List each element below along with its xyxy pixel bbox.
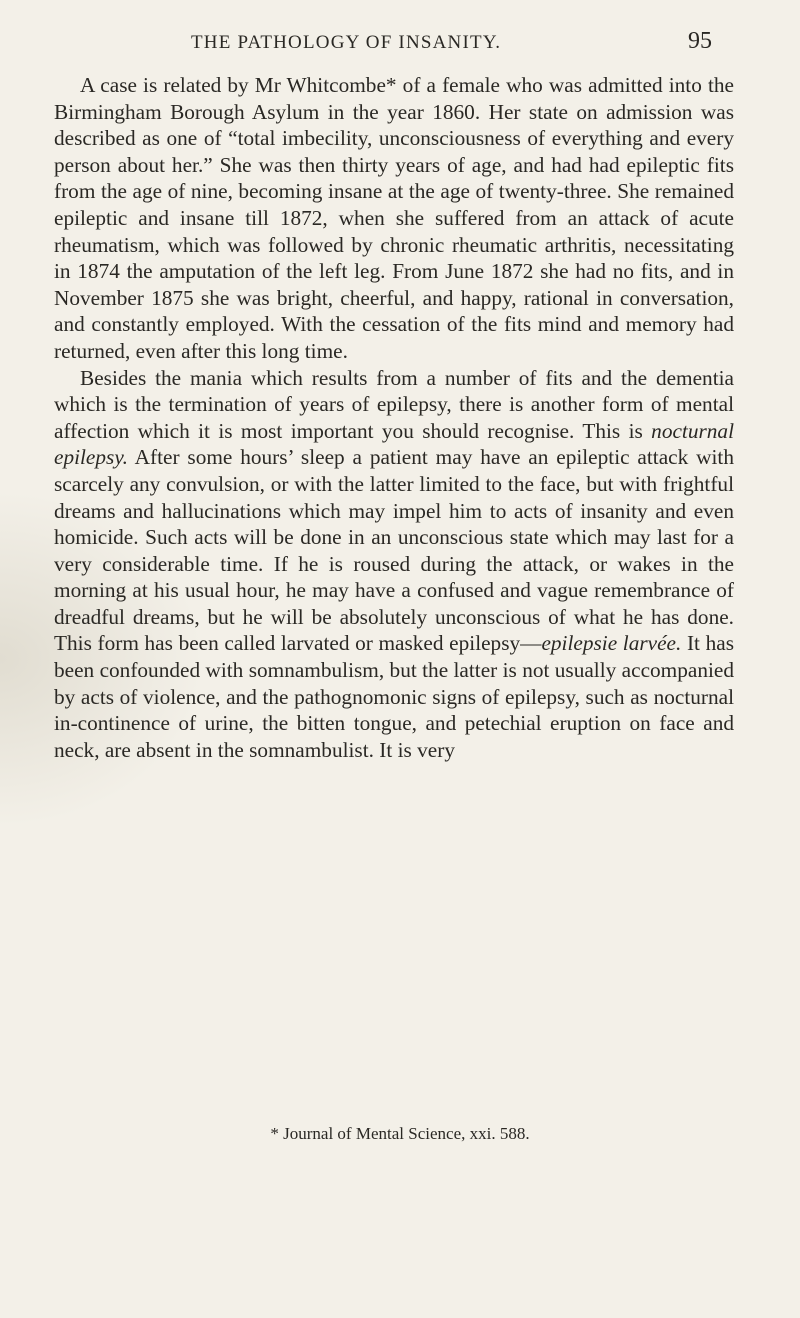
paragraph-text: After some hours’ sleep a patient may have an epileptic attack with scarcely any convulsion, or with the latter limited to the face, but with frightful dreams and hallucinations which may impel him to acts of insanity and even homicide. Such acts will be done in an unconscious state which may last for a very considerable time. If he is roused during the attack, or wakes in the morning at his usual hour, he may have a confused and vague remembrance of dreadful dreams, but he will be absolutely unconscious of what he has done. This form has been called larvated or masked epilepsy—: [54, 445, 734, 656]
footnote: * Journal of Mental Science, xxi. 588.: [270, 1124, 530, 1143]
paragraph-text: It has been confounded with somnambulism, but the latter is not usually accompanied by acts of violence, and the pathognomonic signs of epilepsy, such as nocturnal in-continence of urine, the bitten tongue, and petechial eruption on face and neck, are absent in the somnambulist. It is very: [54, 631, 735, 762]
paragraph-text: Besides the mania which results from a number of fits and the dementia which is the termination of years of epilepsy, there is another form of mental affection which it is most important you should recognise. This is: [54, 365, 734, 443]
emphasis-epilepsie-larvee: epilepsie larvée.: [541, 631, 682, 656]
paragraph-whitcombe-case: A case is related by Mr Whitcombe* of a female who was admitted into the Birmingham Borough Asylum in the year 1860. Her state on admission was described as one of “total imbecility, unconsciousness of everything and every person about her.” She was then thirty years of age, and had had epileptic fits from the age of nine, becoming insane at the age of twenty-three. She remained epileptic and insane till 1872, when she suffered from an attack of acute rheumatism, which was followed by chronic rheumatic arthritis, necessitating in 1874 the amputation of the left leg. From June 1872 she had no fits, and in November 1875 she was bright, cheerful, and happy, rational in conversation, and constantly employed. With the cessation of the fits mind and memory had returned, even after this long time.: [54, 73, 734, 363]
page-number: 95: [688, 28, 712, 54]
body-text: [54, 72, 734, 763]
paragraph-nocturnal-epilepsy: [54, 365, 734, 764]
running-head: [0, 26, 800, 56]
running-title: THE PATHOLOGY OF INSANITY.: [191, 32, 502, 53]
emphasis-nocturnal-epilepsy: nocturnal epilepsy.: [54, 418, 734, 470]
